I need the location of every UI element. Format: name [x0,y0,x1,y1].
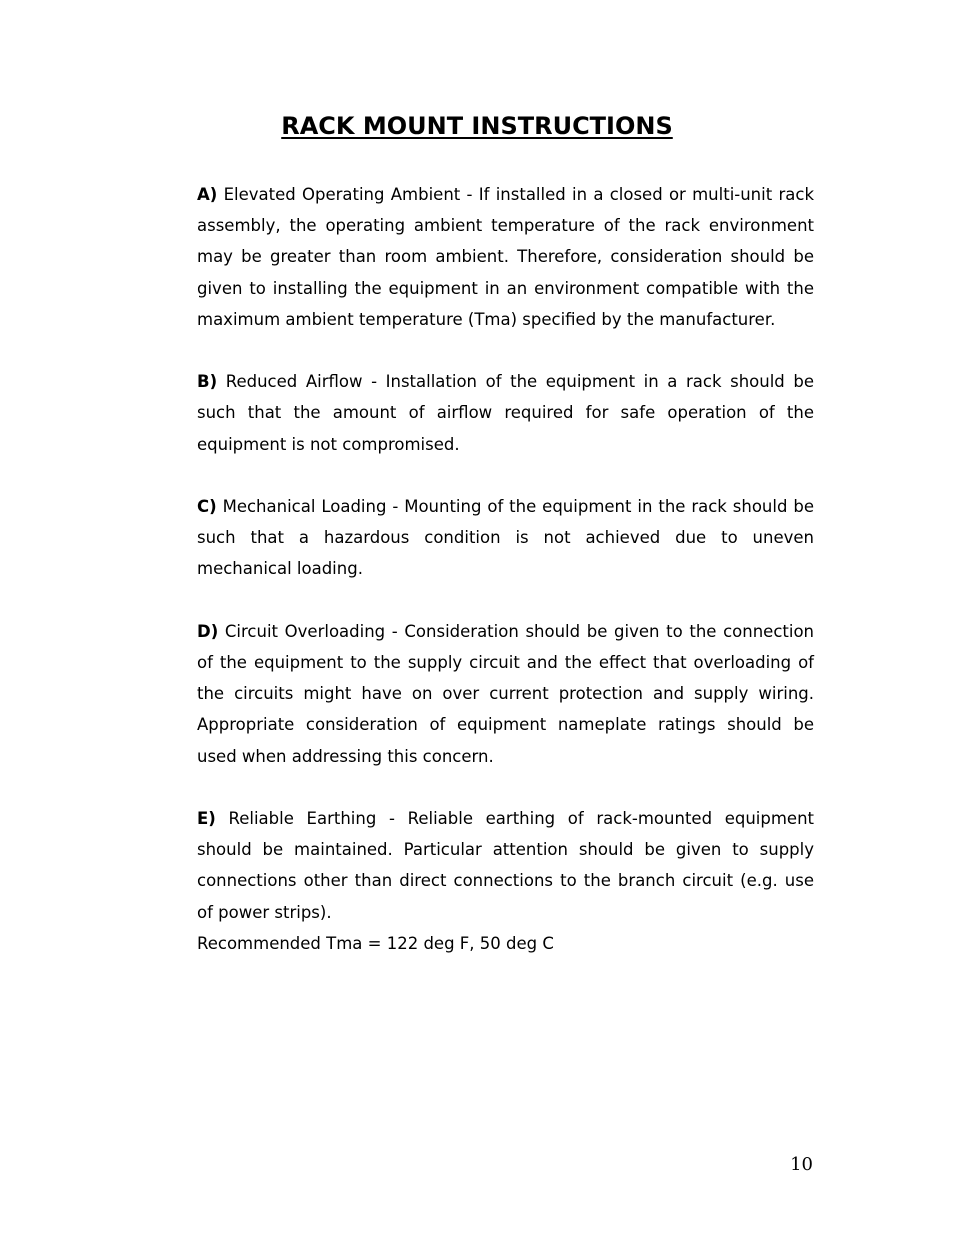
page-title [0,112,954,140]
section-e [197,803,814,928]
section-b [197,366,814,460]
section-e-text: Reliable Earthing - Reliable earthing of rack-mounted equipment should be maintained. Particular attention should be given to supply connections other than direct connections to the branch circuit (e.g. use of power strips). [197,809,815,922]
section-e-key: E) [197,809,216,828]
section-b-text: Reduced Airflow - Installation of the equipment in a rack should be such that the amount of airflow required for safe operation of the equipment is not compromised. [197,372,814,454]
section-b-key: B) [197,372,218,392]
page-title-text: RACK MOUNT INSTRUCTIONS [281,112,673,140]
section-c-text: Mechanical Loading - Mounting of the equipment in the rack should be such that a hazardous condition is not achieved due to uneven mechanical loading. [197,497,814,579]
section-a [197,179,814,335]
recommended-tma-note: Recommended Tma = 122 deg F, 50 deg C [197,933,554,953]
section-c-key: C) [197,497,217,516]
instructions-body [197,179,814,959]
section-d [197,616,814,772]
page-number: 10 [790,1154,813,1175]
section-a-text: Elevated Operating Ambient - If installed in a closed or multi-unit rack assembly, the operating ambient temperature of the rack environment may be greater than room ambient. Therefore, consideration should be given to installing the equipment in an environment compatible with the maximum ambient temperature (Tma) specified by the manufacturer. [197,185,814,329]
section-a-key: A) [197,185,218,204]
section-d-text: Circuit Overloading - Consideration should be given to the connection of the equipment to the supply circuit and the effect that overloading of the circuits might have on over current protection and supply wiring. Appropriate consideration of equipment nameplate ratings should be used when addressing this concern. [197,621,814,766]
section-c [197,491,814,585]
section-d-key: D) [197,621,219,641]
